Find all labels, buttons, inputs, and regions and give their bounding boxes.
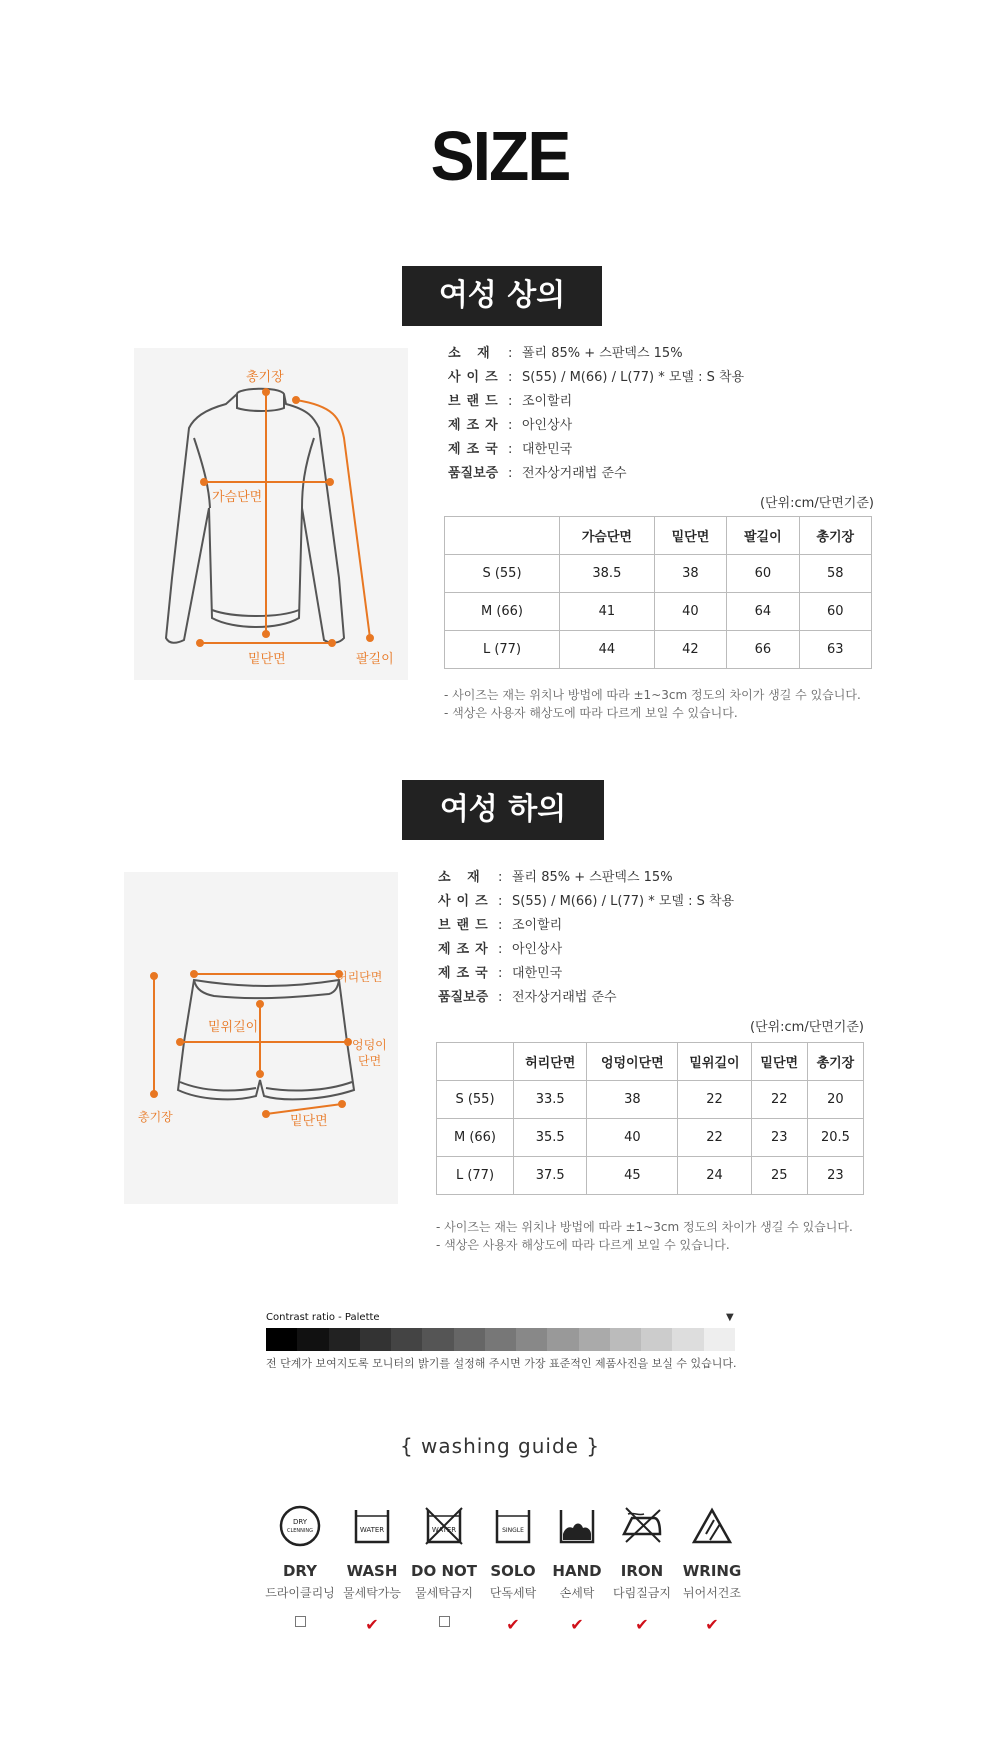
table-header-row bbox=[445, 517, 872, 555]
care-item bbox=[264, 1504, 336, 1631]
svg-text:WATER: WATER bbox=[359, 1526, 385, 1534]
palette-arrow-icon: ▼ bbox=[726, 1312, 734, 1323]
label-sleeve: 팔길이 bbox=[356, 652, 394, 667]
care-en: DRY bbox=[282, 1562, 318, 1580]
spec-key: 사이즈 bbox=[438, 894, 494, 909]
top-size-diagram bbox=[134, 348, 408, 680]
table-cell: L (77) bbox=[445, 631, 560, 669]
table-cell: 22 bbox=[678, 1119, 751, 1157]
table-row bbox=[445, 631, 872, 669]
label-rise: 밑위길이 bbox=[208, 1020, 259, 1035]
table-cell: 40 bbox=[654, 593, 726, 631]
palette-swatch bbox=[704, 1328, 735, 1351]
spec-key: 소 재 bbox=[448, 346, 496, 361]
spec-value: 아인상사 bbox=[512, 942, 563, 957]
top-notes bbox=[444, 686, 861, 722]
spec-key: 제조국 bbox=[438, 966, 494, 981]
section-banner-top: 여성 상의 bbox=[402, 266, 602, 326]
spec-value: S(55) / M(66) / L(77) * 모델 : S 착용 bbox=[522, 370, 745, 385]
svg-text:CLENNING: CLENNING bbox=[286, 1528, 314, 1534]
spec-value: 아인상사 bbox=[522, 418, 573, 433]
washing-guide-title: { washing guide } bbox=[399, 1434, 601, 1458]
table-cell: 22 bbox=[751, 1081, 807, 1119]
table-cell: 23 bbox=[751, 1119, 807, 1157]
palette-note: 전 단계가 보여지도록 모니터의 밝기를 설정해 주시면 가장 표준적인 제품사진을 보실 수 있습니다. bbox=[266, 1357, 737, 1370]
care-item bbox=[408, 1504, 480, 1631]
table-header bbox=[437, 1043, 514, 1081]
table-cell: 41 bbox=[560, 593, 655, 631]
table-cell: 24 bbox=[678, 1157, 751, 1195]
table-cell: 60 bbox=[727, 555, 799, 593]
care-ko: 다림질금지 bbox=[613, 1586, 671, 1600]
table-cell: 45 bbox=[587, 1157, 678, 1195]
care-ko: 뉘어서건조 bbox=[683, 1586, 741, 1600]
care-item bbox=[336, 1504, 408, 1634]
table-cell: L (77) bbox=[437, 1157, 514, 1195]
top-size-table bbox=[444, 516, 872, 669]
table-cell: 20.5 bbox=[807, 1119, 863, 1157]
table-cell: 44 bbox=[560, 631, 655, 669]
table-cell: 42 bbox=[654, 631, 726, 669]
table-header: 총기장 bbox=[807, 1043, 863, 1081]
palette-swatch bbox=[329, 1328, 360, 1351]
label-hem: 밑단면 bbox=[290, 1114, 328, 1129]
table-header: 밑단면 bbox=[751, 1043, 807, 1081]
care-ko: 손세탁 bbox=[559, 1586, 595, 1600]
care-checkbox[interactable]: ✔ bbox=[506, 1615, 520, 1634]
care-checkbox[interactable]: ✔ bbox=[705, 1615, 719, 1634]
note-line: - 색상은 사용자 해상도에 따라 다르게 보일 수 있습니다. bbox=[444, 706, 738, 720]
table-cell: 38 bbox=[654, 555, 726, 593]
palette-swatch bbox=[516, 1328, 547, 1351]
care-en: HAND bbox=[552, 1562, 602, 1580]
spec-key: 브랜드 bbox=[438, 918, 494, 933]
top-spec-list: 소 재 : 폴리 85% + 스판덱스 15% 사이즈 : S(55) / M(66) / L(77) * 모델 : S 착용 브랜드 : 조이할리 제조자 : 아인상사 제조국 : 대한민국 품질보증 : 전자상거래법 준수 bbox=[448, 342, 744, 486]
table-cell: 66 bbox=[727, 631, 799, 669]
table-row bbox=[437, 1081, 864, 1119]
table-cell: 40 bbox=[587, 1119, 678, 1157]
table-cell: 22 bbox=[678, 1081, 751, 1119]
table-cell: 38.5 bbox=[560, 555, 655, 593]
spec-value: 조이할리 bbox=[512, 918, 563, 933]
table-header: 밑위길이 bbox=[678, 1043, 751, 1081]
table-cell: 33.5 bbox=[514, 1081, 587, 1119]
table-header: 팔길이 bbox=[727, 517, 799, 555]
label-hip-1: 엉덩이 bbox=[352, 1038, 387, 1052]
label-chest: 가슴단면 bbox=[212, 490, 263, 505]
label-waist: 허리단면 bbox=[336, 970, 383, 984]
palette-swatch bbox=[485, 1328, 516, 1351]
care-checkbox[interactable]: ✔ bbox=[365, 1615, 379, 1634]
palette-swatch bbox=[266, 1328, 297, 1351]
table-row bbox=[437, 1157, 864, 1195]
spec-value: 조이할리 bbox=[522, 394, 573, 409]
care-en: SOLO bbox=[490, 1562, 536, 1580]
hand-wash-icon bbox=[555, 1504, 599, 1548]
spec-key: 제조국 bbox=[448, 442, 504, 457]
spec-key: 소 재 bbox=[438, 870, 486, 885]
palette-swatch bbox=[672, 1328, 703, 1351]
care-checkbox[interactable]: ✔ bbox=[635, 1615, 649, 1634]
spec-value: S(55) / M(66) / L(77) * 모델 : S 착용 bbox=[512, 894, 735, 909]
table-header bbox=[445, 517, 560, 555]
table-row bbox=[437, 1119, 864, 1157]
label-total-length: 총기장 bbox=[138, 1110, 173, 1124]
top-unit-note: (단위:cm/단면기준) bbox=[759, 496, 874, 511]
palette-swatch bbox=[579, 1328, 610, 1351]
table-cell: M (66) bbox=[437, 1119, 514, 1157]
bottom-size-table bbox=[436, 1042, 864, 1195]
care-en: WRING bbox=[682, 1562, 742, 1580]
note-line: - 색상은 사용자 해상도에 따라 다르게 보일 수 있습니다. bbox=[436, 1238, 730, 1252]
table-header: 엉덩이단면 bbox=[587, 1043, 678, 1081]
palette-label: Contrast ratio - Palette bbox=[266, 1312, 380, 1323]
label-hip-2: 단면 bbox=[358, 1054, 382, 1068]
table-cell: 23 bbox=[807, 1157, 863, 1195]
table-cell: S (55) bbox=[437, 1081, 514, 1119]
page-title: SIZE bbox=[430, 117, 570, 195]
care-list bbox=[264, 1504, 748, 1634]
table-row bbox=[445, 593, 872, 631]
table-cell: 60 bbox=[799, 593, 871, 631]
svg-text:DRY: DRY bbox=[292, 1518, 308, 1526]
wash-icon bbox=[350, 1504, 394, 1548]
spec-value: 폴리 85% + 스판덱스 15% bbox=[522, 346, 683, 361]
bottom-size-diagram bbox=[124, 872, 398, 1204]
table-header-row bbox=[437, 1043, 864, 1081]
care-ko: 물세탁금지 bbox=[415, 1586, 473, 1600]
care-en: DO NOT bbox=[411, 1562, 477, 1580]
spec-value: 전자상거래법 준수 bbox=[522, 466, 627, 481]
care-item bbox=[546, 1504, 608, 1634]
care-en: IRON bbox=[620, 1562, 664, 1580]
section-banner-bottom: 여성 하의 bbox=[402, 780, 604, 840]
spec-value: 대한민국 bbox=[512, 966, 563, 981]
label-hem: 밑단면 bbox=[248, 652, 286, 667]
bottom-spec-list: 소 재 : 폴리 85% + 스판덱스 15% 사이즈 : S(55) / M(66) / L(77) * 모델 : S 착용 브랜드 : 조이할리 제조자 : 아인상사 제조국 : 대한민국 품질보증 : 전자상거래법 준수 bbox=[438, 866, 734, 1010]
spec-key: 품질보증 bbox=[448, 466, 499, 481]
palette-swatch bbox=[641, 1328, 672, 1351]
palette-swatch bbox=[454, 1328, 485, 1351]
palette-swatch bbox=[360, 1328, 391, 1351]
no-iron-icon bbox=[620, 1504, 664, 1548]
palette-swatch bbox=[297, 1328, 328, 1351]
palette-swatch bbox=[422, 1328, 453, 1351]
table-cell: 63 bbox=[799, 631, 871, 669]
table-cell: 37.5 bbox=[514, 1157, 587, 1195]
care-en: WASH bbox=[346, 1562, 398, 1580]
table-cell: 25 bbox=[751, 1157, 807, 1195]
palette-swatch bbox=[547, 1328, 578, 1351]
spec-value: 폴리 85% + 스판덱스 15% bbox=[512, 870, 673, 885]
care-ko: 물세탁가능 bbox=[343, 1586, 401, 1600]
palette-swatch bbox=[391, 1328, 422, 1351]
table-header: 총기장 bbox=[799, 517, 871, 555]
care-ko: 단독세탁 bbox=[489, 1586, 537, 1600]
svg-text:SINGLE: SINGLE bbox=[502, 1527, 524, 1534]
care-checkbox[interactable] bbox=[264, 1615, 336, 1631]
table-row bbox=[445, 555, 872, 593]
wring-icon bbox=[690, 1504, 734, 1548]
solo-wash-icon bbox=[491, 1504, 535, 1548]
table-header: 허리단면 bbox=[514, 1043, 587, 1081]
palette-bar bbox=[266, 1328, 735, 1351]
care-checkbox[interactable]: ✔ bbox=[570, 1615, 584, 1634]
care-ko: 드라이클리닝 bbox=[265, 1586, 335, 1600]
table-cell: 35.5 bbox=[514, 1119, 587, 1157]
table-cell: S (55) bbox=[445, 555, 560, 593]
care-item bbox=[480, 1504, 546, 1634]
table-cell: 64 bbox=[727, 593, 799, 631]
spec-key: 제조자 bbox=[448, 418, 504, 433]
spec-key: 제조자 bbox=[438, 942, 494, 957]
bottom-unit-note: (단위:cm/단면기준) bbox=[749, 1020, 864, 1035]
no-wash-icon bbox=[422, 1504, 466, 1548]
dry-clean-icon bbox=[278, 1504, 322, 1548]
care-checkbox[interactable] bbox=[408, 1615, 480, 1631]
table-cell: 38 bbox=[587, 1081, 678, 1119]
svg-text:WATER: WATER bbox=[431, 1526, 457, 1534]
care-item bbox=[676, 1504, 748, 1634]
label-total-length: 총기장 bbox=[246, 370, 284, 385]
table-cell: M (66) bbox=[445, 593, 560, 631]
note-line: - 사이즈는 재는 위치나 방법에 따라 ±1~3cm 정도의 차이가 생길 수 있습니다. bbox=[436, 1220, 853, 1234]
table-header: 가슴단면 bbox=[560, 517, 655, 555]
care-item bbox=[608, 1504, 676, 1634]
spec-key: 브랜드 bbox=[448, 394, 504, 409]
spec-value: 대한민국 bbox=[522, 442, 573, 457]
spec-key: 품질보증 bbox=[438, 990, 489, 1005]
spec-value: 전자상거래법 준수 bbox=[512, 990, 617, 1005]
note-line: - 사이즈는 재는 위치나 방법에 따라 ±1~3cm 정도의 차이가 생길 수 있습니다. bbox=[444, 688, 861, 702]
table-header: 밑단면 bbox=[654, 517, 726, 555]
table-cell: 20 bbox=[807, 1081, 863, 1119]
bottom-notes bbox=[436, 1218, 853, 1254]
spec-key: 사이즈 bbox=[448, 370, 504, 385]
palette-swatch bbox=[610, 1328, 641, 1351]
table-cell: 58 bbox=[799, 555, 871, 593]
top-garment-illustration bbox=[134, 348, 408, 680]
